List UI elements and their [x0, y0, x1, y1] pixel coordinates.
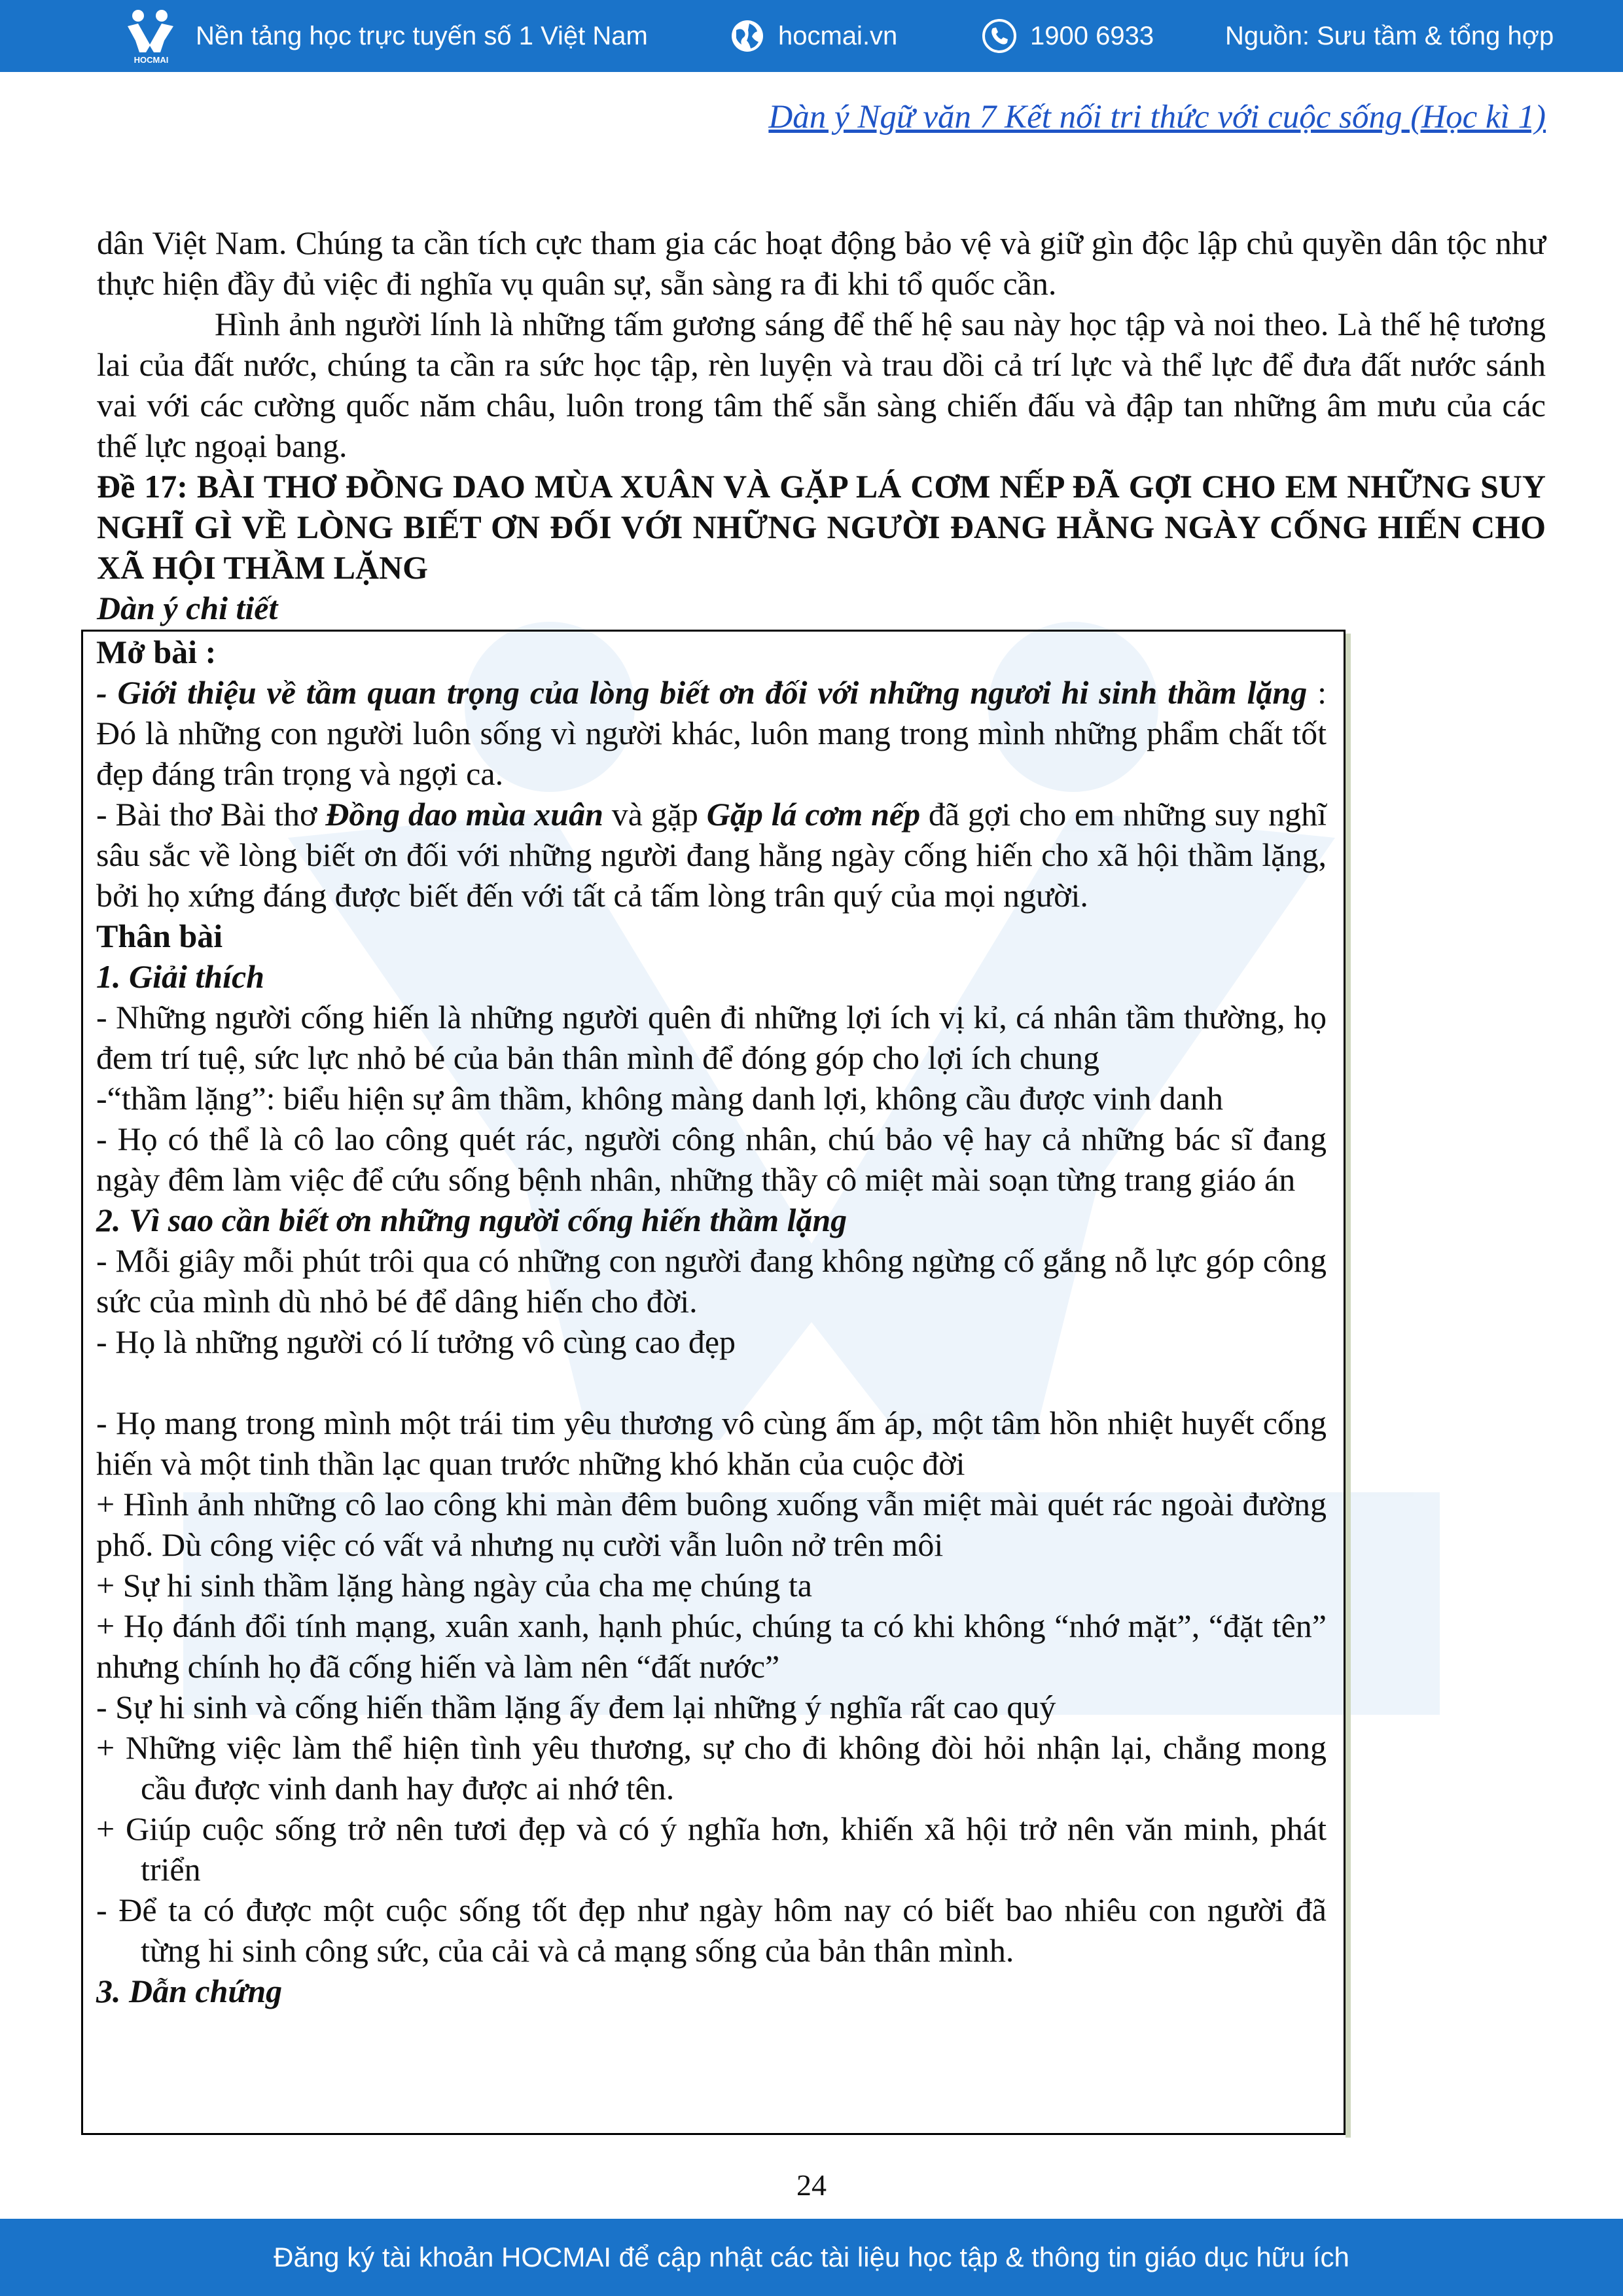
- document-title-link[interactable]: Dàn ý Ngữ văn 7 Kết nối tri thức với cuộc sống (Học kì 1): [768, 99, 1546, 135]
- s2-point-5: + Sự hi sinh thầm lặng hàng ngày của cha mẹ chúng ta: [96, 1567, 812, 1604]
- s2-point-1: - Mỗi giây mỗi phút trôi qua có những con người đang không ngừng cố gắng nỗ lực góp công sức của mình dù nhỏ bé để dâng hiến cho đời.: [96, 1242, 1327, 1319]
- phone-link[interactable]: [982, 0, 1154, 72]
- hocmai-logo-icon: [121, 7, 181, 65]
- mo-bai-point-2: [96, 794, 1327, 916]
- than-bai-heading: Thân bài: [96, 918, 223, 954]
- s2-point-7: - Sự hi sinh và cống hiến thầm lặng ấy đem lại những ý nghĩa rất cao quý: [96, 1689, 1056, 1725]
- s2-point-9: + Giúp cuộc sống trở nên tươi đẹp và có ý nghĩa hơn, khiến xã hội trở nên văn minh, phát triển: [96, 1810, 1327, 1888]
- s1-point-3: - Họ có thể là cô lao công quét rác, người công nhân, chú bảo vệ hay cả những bác sĩ đang ngày đêm làm việc để cứu sống bệnh nhân, những thầy cô miệt mài soạn từng trang giáo án: [96, 1121, 1327, 1198]
- mo-bai-point-2-a: - Bài thơ Bài thơ: [96, 796, 326, 833]
- poem-title-1: Đồng dao mùa xuân: [325, 796, 603, 833]
- logo-text: HOCMAI: [134, 55, 169, 65]
- s2-point-2: - Họ là những người có lí tưởng vô cùng cao đẹp: [96, 1323, 736, 1360]
- intro-paragraph-2: Hình ảnh người lính là những tấm gương sáng để thế hệ sau này học tập và noi theo. Là thế hệ tương lai của đất nước, chúng ta cần ra sức học tập, rèn luyện và trau dồi cả trí lực và thể lực để đưa đất nước sánh vai với các cường quốc năm châu, luôn trong tâm thế sẵn sàng chiến đấu và đập tan những âm mưu của các thế lực ngoại bang.: [97, 306, 1546, 464]
- subsection-1-heading: 1. Giải thích: [96, 958, 264, 995]
- outline-label: Dàn ý chi tiết: [97, 590, 278, 626]
- intro-section: [97, 223, 1546, 628]
- footer-text: Đăng ký tài khoản HOCMAI để cập nhật các tài liệu học tập & thông tin giáo dục hữu ích: [274, 2242, 1349, 2272]
- mo-bai-point-1-lead: - Giới thiệu về tầm quan trọng của lòng biết ơn đối với những ngươi hi sinh thầm lặng: [96, 674, 1308, 711]
- brand[interactable]: [121, 0, 648, 72]
- subsection-3-heading: 3. Dẫn chứng: [96, 1973, 283, 2009]
- s1-point-1: - Những người cống hiến là những người quên đi những lợi ích vị kỉ, cá nhân tầm thường, họ đem trí tuệ, sức lực nhỏ bé của bản thân mình để đóng góp cho lợi ích chung: [96, 999, 1327, 1076]
- mo-bai-point-1: [96, 672, 1327, 794]
- box-shadow: [1346, 634, 1351, 2138]
- section-heading: Đề 17: BÀI THƠ ĐỒNG DAO MÙA XUÂN VÀ GẶP LÁ CƠM NẾP ĐÃ GỢI CHO EM NHỮNG SUY NGHĨ GÌ VỀ LÒNG BIẾT ƠN ĐỐI VỚI NHỮNG NGƯỜI ĐANG HẰNG NGÀY CỐNG HIẾN CHO XÃ HỘI THẦM LẶNG: [97, 468, 1546, 586]
- mo-bai-point-1-text: : Đó là những con người luôn sống vì người khác, luôn mang trong mình những phẩm chất tốt đẹp đáng trân trọng và ngợi ca.: [96, 674, 1327, 792]
- website-text: hocmai.vn: [778, 21, 898, 50]
- mo-bai-heading: Mở bài :: [96, 634, 217, 670]
- footer-bar[interactable]: [0, 2219, 1623, 2296]
- globe-icon: [730, 18, 765, 54]
- intro-paragraph-1: dân Việt Nam. Chúng ta cần tích cực tham gia các hoạt động bảo vệ và giữ gìn độc lập chủ quyền dân tộc như thực hiện đầy đủ việc đi nghĩa vụ quân sự, sẵn sàng ra đi khi tổ quốc cần.: [97, 224, 1546, 302]
- tagline: Nền tảng học trực tuyến số 1 Việt Nam: [196, 21, 648, 50]
- mo-bai-point-2-c: và gặp: [603, 796, 707, 833]
- s2-point-8: + Những việc làm thể hiện tình yêu thương, sự cho đi không đòi hỏi nhận lại, chẳng mong cầu được vinh danh hay được ai nhớ tên.: [96, 1729, 1327, 1806]
- s1-point-2: -“thầm lặng”: biểu hiện sự âm thầm, không màng danh lợi, không cầu được vinh danh: [96, 1080, 1223, 1117]
- s2-point-6: + Họ đánh đổi tính mạng, xuân xanh, hạnh phúc, chúng ta có khi không “nhớ mặt”, “đặt tên” nhưng chính họ đã cống hiến và làm nên “đất nước”: [96, 1607, 1327, 1685]
- blank-line: [96, 1362, 1327, 1403]
- s2-point-4: + Hình ảnh những cô lao công khi màn đêm buông xuống vẫn miệt mài quét rác ngoài đường phố. Dù công việc có vất vả nhưng nụ cười vẫn luôn nở trên môi: [96, 1486, 1327, 1563]
- source-note: Nguồn: Sưu tầm & tổng hợp: [1225, 21, 1554, 50]
- phone-icon: [982, 18, 1017, 54]
- s2-point-3: - Họ mang trong mình một trái tim yêu thương vô cùng ấm áp, một tâm hồn nhiệt huyết cống hiến và một tinh thần lạc quan trước những khó khăn của cuộc đời: [96, 1405, 1327, 1482]
- header-bar: [0, 0, 1623, 72]
- poem-title-2: Gặp lá cơm nếp: [706, 796, 921, 833]
- outline-box: [81, 630, 1346, 2135]
- s2-point-10: - Để ta có được một cuộc sống tốt đẹp như ngày hôm nay có biết bao nhiêu con người đã từng hi sinh công sức, của cải và cả mạng sống của bản thân mình.: [96, 1892, 1327, 1969]
- website-link[interactable]: [730, 0, 897, 72]
- mo-bai-point-2-e: đã gợi cho em những suy nghĩ sâu sắc về lòng biết ơn đối với những người đang hằng ngày cống hiến cho xã hội thầm lặng, bởi họ xứng đáng được biết đến với tất cả tấm lòng trân quý của mọi người.: [96, 796, 1327, 914]
- subsection-2-heading: 2. Vì sao cần biết ơn những người cống hiến thầm lặng: [96, 1202, 847, 1238]
- phone-text: 1900 6933: [1030, 21, 1154, 50]
- page-number: 24: [796, 2168, 827, 2202]
